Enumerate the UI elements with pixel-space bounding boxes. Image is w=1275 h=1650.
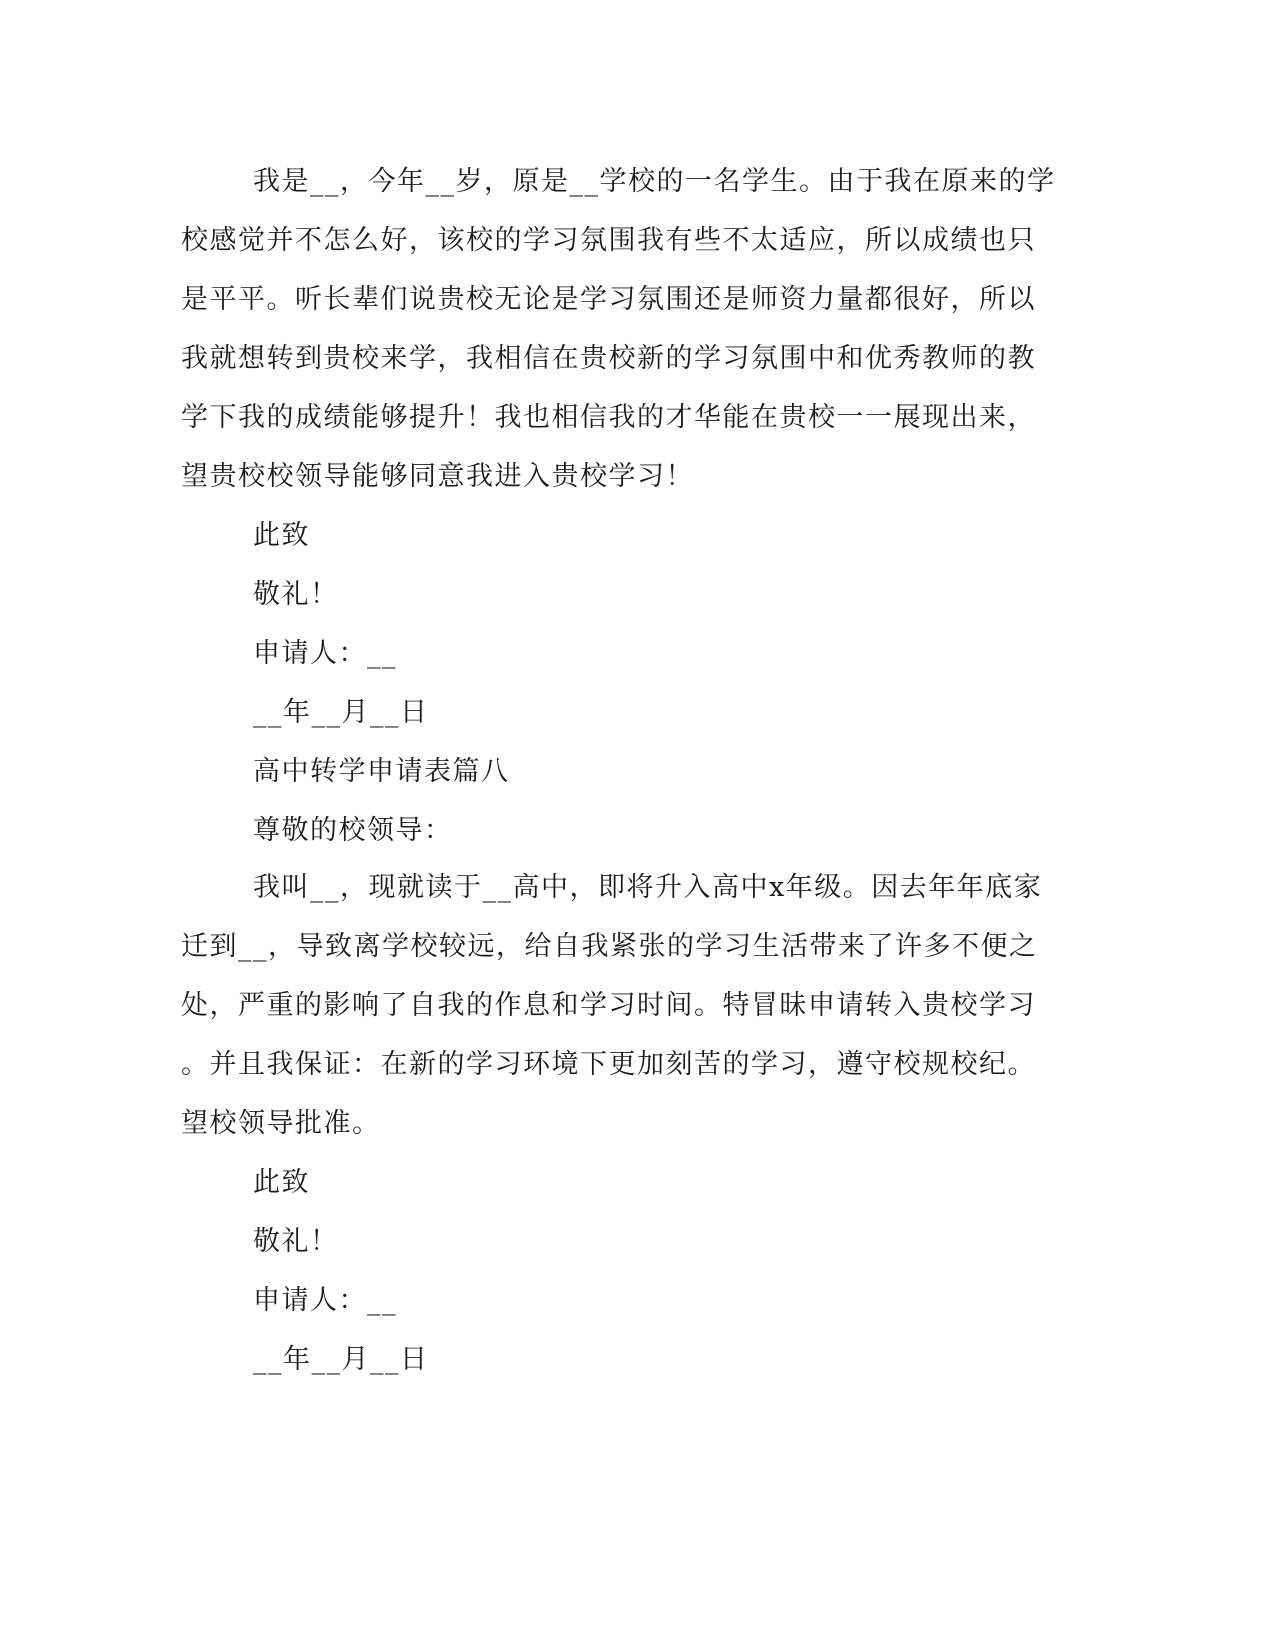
paragraph-line: 我就想转到贵校来学，我相信在贵校新的学习氛围中和优秀教师的教 [181, 343, 1036, 374]
letter-section-1 [181, 152, 1056, 860]
letter-section-2 [181, 858, 1041, 1389]
closing-text: 此致 [253, 1167, 310, 1198]
salute-text: 敬礼！ [253, 1226, 339, 1257]
closing-text: 此致 [253, 520, 310, 551]
section-heading: 高中转学申请表篇八 [253, 756, 510, 787]
applicant-line: 申请人：__ [253, 1285, 397, 1316]
paragraph-line: 望校领导批准。 [181, 1108, 381, 1139]
greeting-text: 尊敬的校领导： [253, 815, 453, 846]
salute-text: 敬礼！ [253, 579, 339, 610]
paragraph-line: 校感觉并不怎么好，该校的学习氛围我有些不太适应，所以成绩也只 [181, 225, 1036, 256]
date-line: __年__月__日 [253, 697, 429, 728]
date-line: __年__月__日 [253, 1344, 429, 1375]
paragraph-line: 是平平。听长辈们说贵校无论是学习氛围还是师资力量都很好，所以 [181, 284, 1036, 315]
paragraph-line: 迁到__，导致离学校较远，给自我紧张的学习生活带来了许多不便之 [181, 931, 1038, 962]
paragraph-line: 我叫__，现就读于__高中，即将升入高中x年级。因去年年底家 [253, 872, 1043, 903]
paragraph-line: 。并且我保证：在新的学习环境下更加刻苦的学习，遵守校规校纪。 [181, 1049, 1036, 1080]
paragraph-line: 处，严重的影响了自我的作息和学习时间。特冒昧申请转入贵校学习 [181, 990, 1036, 1021]
paragraph-line: 学下我的成绩能够提升！我也相信我的才华能在贵校一一展现出来， [181, 402, 1036, 433]
paragraph-line: 望贵校校领导能够同意我进入贵校学习！ [181, 461, 694, 492]
paragraph-line: 我是__，今年__岁，原是__学校的一名学生。由于我在原来的学 [253, 166, 1056, 197]
applicant-line: 申请人：__ [253, 638, 397, 669]
